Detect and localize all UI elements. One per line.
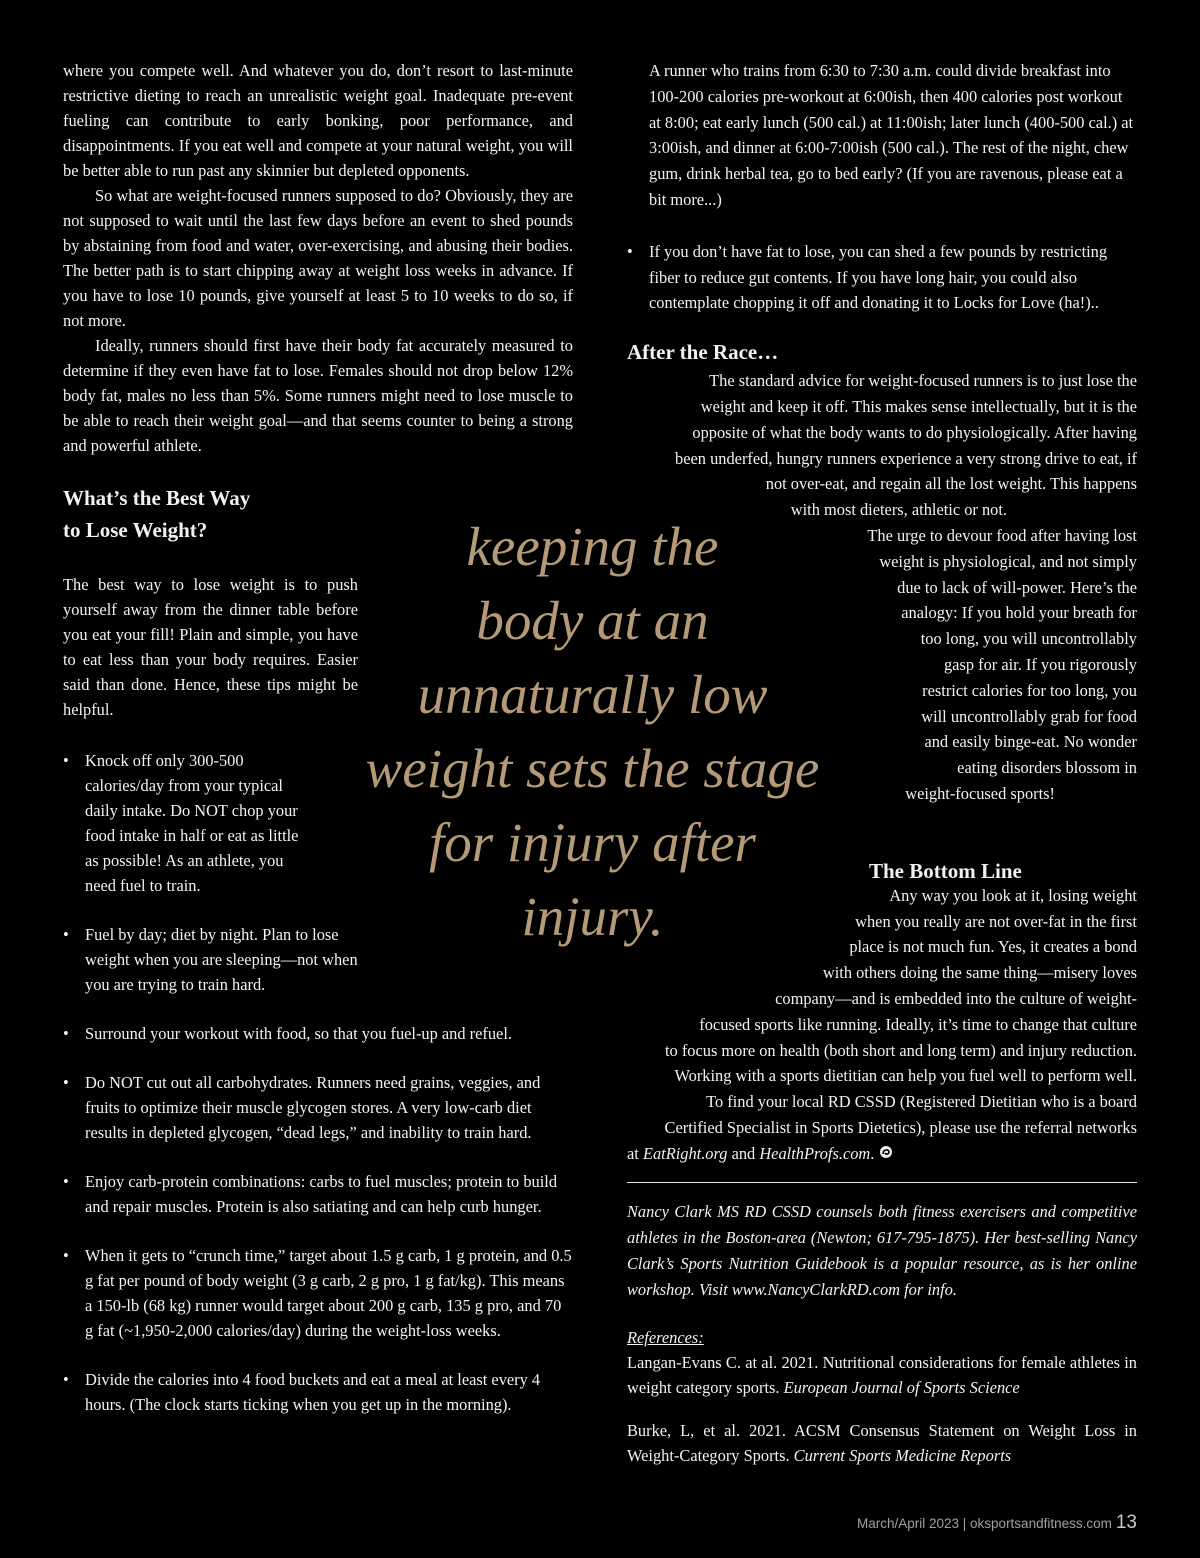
text-line: with others doing the same thing—misery loves <box>822 963 1137 983</box>
reference-journal: Current Sports Medicine Reports <box>793 1446 1012 1466</box>
text-line: when you really are not over-fat in the first <box>855 911 1137 931</box>
list-item: • Do NOT cut out all carbohydrates. Runners need grains, veggies, and fruits to optimize their muscle glycogen stores. A very low-carb diet results in depleted glycogen, “dead legs,” and inability to train hard. <box>63 1070 573 1145</box>
text-line: company—and is embedded into the culture of weight- <box>775 988 1137 1008</box>
body-paragraph: A runner who trains from 6:30 to 7:30 a.m. could divide breakfast into 100-200 calories pre-workout at 6:00ish, then 400 calories post workout at 8:00; eat early lunch (500 cal.) at 11:00ish; later lunch (400-500 cal.) at 3:00ish, and dinner at 6:00-7:00ish (500 cal.). The rest of the night, chew gum, drink herbal tea, go to bed early? (If you are ravenous, please eat a bit more...) <box>649 61 1134 209</box>
reference-text: Burke, L, et al. 2021. ACSM Consensus Statement on Weight Loss in Weight-Category Sports. <box>627 1421 1137 1466</box>
end-mark-icon <box>879 1141 893 1167</box>
reference-journal: European Journal of Sports Science <box>783 1378 1020 1398</box>
text-line: will uncontrollably grab for food <box>921 706 1137 726</box>
body-paragraph: The best way to lose weight is to push yourself away from the dinner table before you eat your fill! Plain and simple, you have to eat less than your body requires. Easier said than done. Hence, these tips might be helpful. <box>63 575 358 719</box>
text-fragment: and <box>727 1143 760 1163</box>
reference-item <box>627 1350 1137 1400</box>
text-line: focused sports like running. Ideally, it’s time to change that culture <box>699 1014 1137 1034</box>
text-line: eating disorders blossom in <box>957 758 1137 778</box>
text-line: The urge to devour food after having lost <box>867 525 1137 545</box>
author-bio: Nancy Clark MS RD CSSD counsels both fitness exercisers and competitive athletes in the Boston-area (Newton; 617-795-1875). Her best-selling Nancy Clark’s Sports Nutrition Guidebook is a popular resource, as is her online workshop. Visit www.NancyClarkRD.com for info. <box>627 1202 1137 1300</box>
after-race-text <box>627 368 1137 807</box>
references-heading: References: <box>627 1328 704 1348</box>
text-line: to focus more on health (both short and long term) and injury reduction. <box>664 1040 1137 1060</box>
text-line: Certified Specialist in Sports Dietetics), please use the referral networks <box>664 1117 1137 1137</box>
text-line: weight-focused sports! <box>905 783 1055 803</box>
body-paragraph: where you compete well. And whatever you do, don’t resort to last-minute restrictive dieting to reach an unrealistic weight goal. Inadequate pre-event fueling can contribute to early bonking, poor performance, and disappointments. If you eat well and compete at your natural weight, you will be better able to run past any skinnier but depleted opponents. <box>63 61 573 180</box>
eatright-link[interactable]: EatRight.org <box>642 1143 728 1163</box>
section-heading-after-race: After the Race… <box>627 340 779 365</box>
text-line: place is not much fun. Yes, it creates a bond <box>849 937 1137 957</box>
pull-quote-line: unnaturally low <box>417 664 768 725</box>
right-column <box>627 58 1137 1468</box>
reference-text: Langan-Evans C. at al. 2021. Nutritional considerations for female athletes in weight category sports. <box>627 1353 1137 1398</box>
page-number: 13 <box>1115 1512 1137 1533</box>
text-line: Working with a sports dietitian can help you fuel well to perform well. <box>674 1066 1137 1086</box>
list-item: • Surround your workout with food, so that you fuel-up and refuel. <box>63 1021 573 1046</box>
text-line: due to lack of will-power. Here’s the <box>897 577 1137 597</box>
text-line: analogy: If you hold your breath for <box>901 603 1137 623</box>
text-line: weight is physiological, and not simply <box>879 551 1137 571</box>
pull-quote-line: keeping the <box>466 516 719 577</box>
text-line-last <box>627 1141 1137 1167</box>
text-line: not over-eat, and regain all the lost weight. This happens <box>765 474 1137 494</box>
text-line: and easily binge-eat. No wonder <box>924 732 1137 752</box>
body-paragraph: Ideally, runners should first have their body fat accurately measured to determine if they even have fat to lose. Females should not drop below 12% body fat, males no less than 5%. Some runners might need to lose muscle to be able to reach their weight goal—and that seems counter to being a strong and powerful athlete. <box>63 336 573 455</box>
list-item: • Enjoy carb-protein combinations: carbs to fuel muscles; protein to build and repair muscles. Protein is also satiating and can help curb hunger. <box>63 1169 573 1219</box>
text-line: Any way you look at it, losing weight <box>889 885 1137 905</box>
text-fragment: at <box>627 1143 643 1163</box>
reference-item <box>627 1418 1137 1468</box>
tips-list-continued <box>627 239 1137 316</box>
footer-issue: March/April 2023 | oksportsandfitness.com <box>856 1516 1112 1531</box>
pull-quote-line: body at an <box>476 590 709 651</box>
list-item: • Fuel by day; diet by night. Plan to lose weight when you are sleeping—not when you are trying to train hard. <box>63 922 385 997</box>
pull-quote-line: injury. <box>521 886 664 947</box>
list-item: • Divide the calories into 4 food buckets and eat a meal at least every 4 hours. (The clock starts ticking when you get up in the morning). <box>63 1367 573 1417</box>
list-item: • When it gets to “crunch time,” target about 1.5 g carb, 1 g protein, and 0.5 g fat per pound of body weight (3 g carb, 2 g pro, 1 g fat/kg). This means a 150-lb (68 kg) runner would target about 200 g carb, 135 g pro, and 70 g fat (~1,950-2,000 calories/day) during the weight-loss weeks. <box>63 1243 573 1343</box>
section-heading-bottom-line: The Bottom Line <box>869 858 1022 883</box>
text-line: been underfed, hungry runners experience a very strong drive to eat, if <box>675 448 1137 468</box>
healthprofs-link[interactable]: HealthProfs.com <box>759 1143 871 1163</box>
body-paragraph: So what are weight-focused runners supposed to do? Obviously, they are not supposed to wait until the last few days before an event to shed pounds by abstaining from food and water, over-exercising, and abusing their bodies. The better path is to start chipping away at weight loss weeks in advance. If you have to lose 10 pounds, give yourself at least 5 to 10 weeks to do so, if not more. <box>63 186 573 330</box>
text-line: too long, you will uncontrollably <box>920 629 1137 649</box>
pull-quote-line: weight sets the stage <box>365 738 820 799</box>
text-line: opposite of what the body wants to do physiologically. After having <box>692 422 1137 442</box>
pull-quote-line: for injury after <box>429 812 756 873</box>
text-line: weight and keep it off. This makes sense intellectually, but it is the <box>700 396 1137 416</box>
text-line: gasp for air. If you rigorously <box>943 654 1137 674</box>
heading-line: to Lose Weight? <box>63 518 208 542</box>
list-item: • If you don’t have fat to lose, you can shed a few pounds by restricting fiber to reduce gut contents. If you have long hair, you could also contemplate chopping it off and donating it to Locks for Love (ha!).. <box>627 239 1137 316</box>
text-line: restrict calories for too long, you <box>922 680 1137 700</box>
page-footer <box>857 1512 1137 1534</box>
list-item: • Knock off only 300-500 calories/day from your typical daily intake. Do NOT chop your food intake in half or eat as little as possible! As an athlete, you need fuel to train. <box>63 748 315 898</box>
bottom-line-text <box>627 883 1137 1167</box>
text-fragment: . <box>870 1143 875 1163</box>
heading-line: What’s the Best Way <box>63 486 251 510</box>
divider <box>627 1182 1137 1183</box>
text-line: To find your local RD CSSD (Registered Dietitian who is a board <box>706 1092 1137 1112</box>
text-line: The standard advice for weight-focused runners is to just lose the <box>709 371 1137 391</box>
text-line: with most dieters, athletic or not. <box>790 500 1007 520</box>
